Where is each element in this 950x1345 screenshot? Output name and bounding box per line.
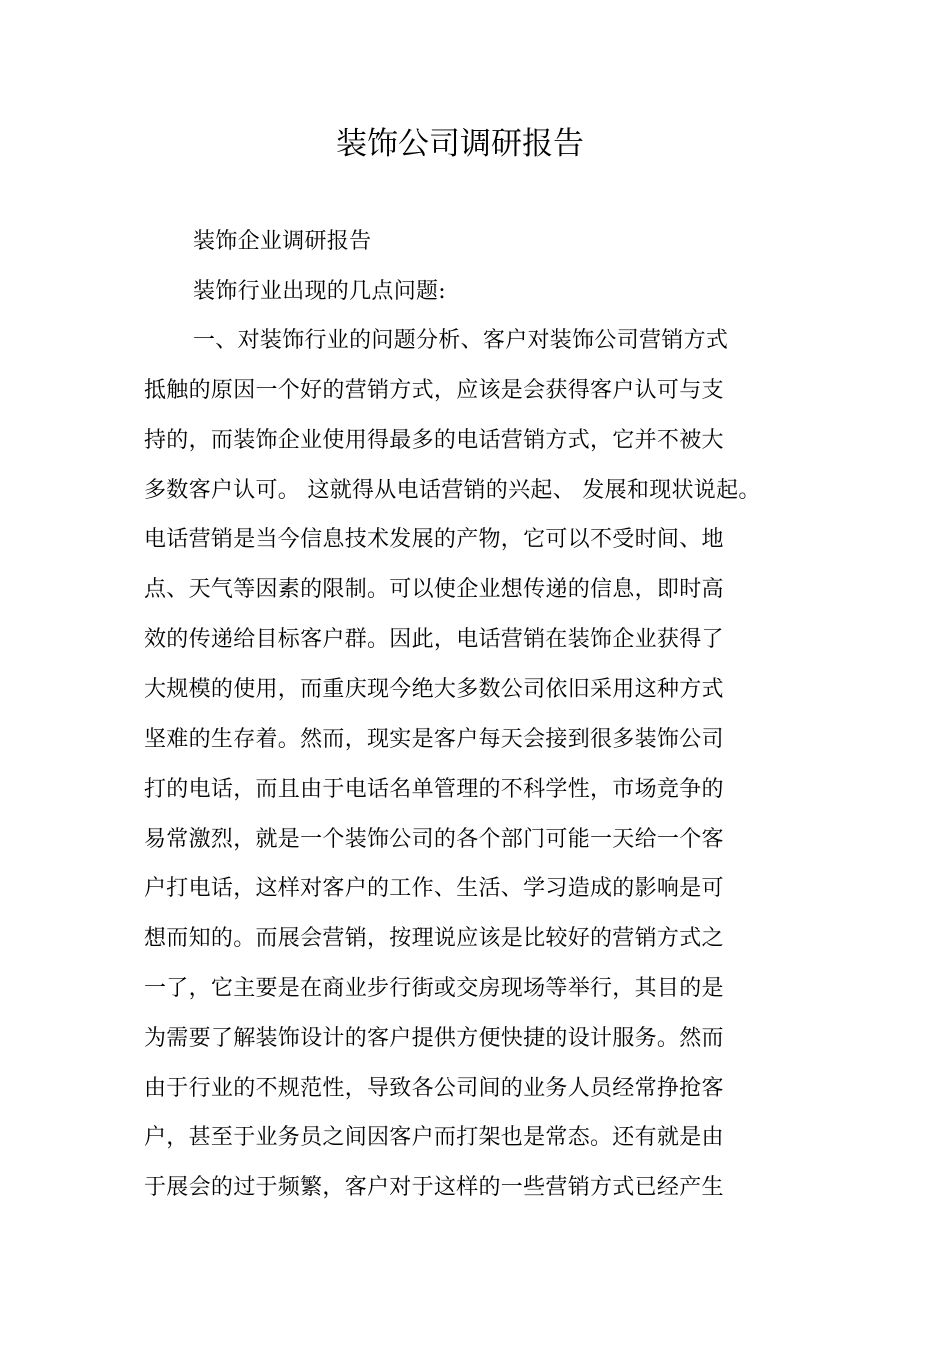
paragraph-line: 装饰企业调研报告 (193, 229, 372, 254)
paragraph-line: 户，甚至于业务员之间因客户而打架也是常态。还有就是由 (144, 1125, 724, 1150)
paragraph-line: 点、天气等因素的限制。可以使企业想传递的信息，即时高 (144, 577, 724, 602)
paragraph-line: 电话营销是当今信息技术发展的产物，它可以不受时间、地 (144, 527, 724, 552)
paragraph-line: 易常激烈，就是一个装饰公司的各个部门可能一天给一个客 (144, 827, 724, 852)
paragraph-line: 持的，而装饰企业使用得最多的电话营销方式，它并不被大 (144, 428, 724, 453)
paragraph-line: 打的电话，而且由于电话名单管理的不科学性，市场竞争的 (144, 777, 724, 802)
paragraph-line: 坚难的生存着。然而，现实是客户每天会接到很多装饰公司 (144, 727, 724, 752)
paragraph-line: 为需要了解装饰设计的客户提供方便快捷的设计服务。然而 (144, 1026, 724, 1051)
document-title: 装饰公司调研报告 (336, 126, 584, 162)
paragraph-line: 由于行业的不规范性，导致各公司间的业务人员经常挣抢客 (144, 1076, 724, 1101)
paragraph-line: 户打电话，这样对客户的工作、生活、学习造成的影响是可 (144, 876, 724, 901)
paragraph-line: 抵触的原因一个好的营销方式，应该是会获得客户认可与支 (144, 378, 724, 403)
paragraph-line: 装饰行业出现的几点问题: (193, 279, 447, 304)
paragraph-line: 多数客户认可。 这就得从电话营销的兴起、 发展和现状说起。 (144, 478, 761, 503)
paragraph-line: 想而知的。而展会营销，按理说应该是比较好的营销方式之 (144, 926, 724, 951)
paragraph-line: 一、对装饰行业的问题分析、客户对装饰公司营销方式 (193, 328, 729, 353)
paragraph-line: 大规模的使用，而重庆现今绝大多数公司依旧采用这种方式 (144, 677, 724, 702)
paragraph-line: 于展会的过于频繁，客户对于这样的一些营销方式已经产生 (144, 1175, 724, 1200)
paragraph-line: 一了，它主要是在商业步行街或交房现场等举行，其目的是 (144, 976, 724, 1001)
paragraph-line: 效的传递给目标客户群。因此，电话营销在装饰企业获得了 (144, 627, 724, 652)
